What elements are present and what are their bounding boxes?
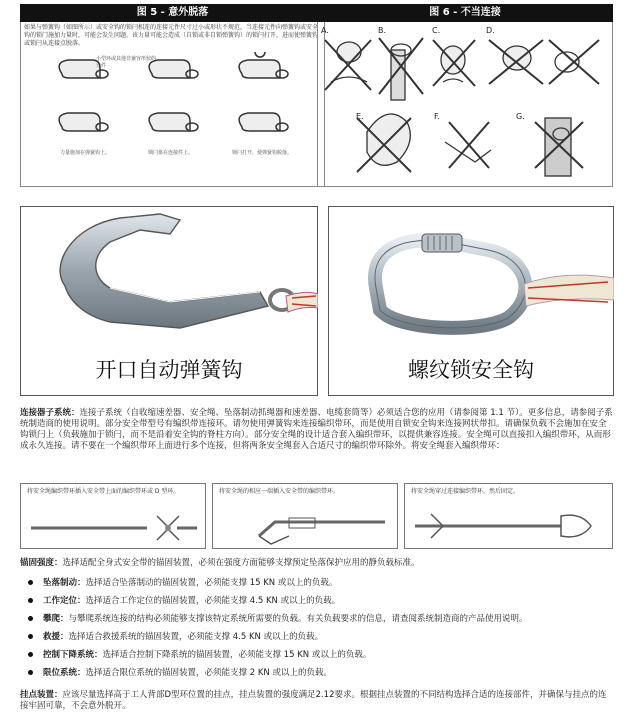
anchor-item-body: 选择适合限位系统的锚固装置，必须能支撑 2 KN 或以上的负载。 [85,668,332,678]
figure-5-label-3: 锁闩打开，使弹簧钩脱落。 [232,150,293,156]
step-3-diagram [411,506,607,546]
anchor-item-body: 与攀爬系统连接的结构必须能够支撑该特定系统所需要的负载。有关负载要求的信息，请查阅系统制造商的产品使用说明。 [68,614,528,624]
step-box-1 [20,483,206,549]
improper-connection-c [433,40,475,86]
bullet-icon [28,580,33,585]
step-1-text: 将安全绳编织带环插入安全带上面的编织带环或 D 型环。 [27,488,180,495]
figure-6-title: 图 6 - 不当连接 [317,4,613,22]
step-1-diagram [27,510,199,544]
improper-connection-a [325,40,371,90]
improper-connection-b [379,38,423,100]
bullet-icon [28,598,33,603]
step-2-diagram [219,506,391,546]
anchor-item-term: 工作定位： [43,596,86,606]
hook-drawing-6 [239,113,288,131]
bullet-icon [28,670,33,675]
bullet-icon [28,616,33,621]
anchor-item-controlled-descent [28,650,613,661]
fig6-letter-g: G. [516,112,525,121]
fig6-letter-e: E. [356,112,364,121]
hook-drawing-4 [59,113,108,131]
anchor-item-fall-arrest [28,578,613,589]
bullet-icon [28,652,33,657]
figure-5-title: 图 5 - 意外脱落 [20,4,325,22]
bullet-icon [28,634,33,639]
screw-lock-caption: 螺纹锁安全钩 [408,358,534,382]
anchor-item-body: 选择适合坠落制动的锚固装置，必须能支撑 15 KN 或以上的负载。 [85,578,338,588]
snap-hook-illustration [20,206,318,346]
connector-subsystem-term: 连接器子系统： [20,408,80,418]
screw-lock-illustration [328,206,614,346]
improper-connection-g [535,118,583,176]
anchor-item-term: 控制下降系统： [43,650,103,660]
fig6-letter-f: F. [434,112,440,121]
figure-5-label-1: 力量施加在弹簧钩上。 [60,150,111,156]
anchor-strength-paragraph [20,558,613,569]
anchor-strength-body: 选择适配全身式安全带的锚固装置，必须在强度方面能够支撑预定坠落保护应用的静负载标准。 [62,558,420,568]
hanging-point-term: 挂点装置： [20,690,63,700]
anchor-item-term: 救援： [43,632,69,642]
hook-drawing-5 [149,113,198,131]
connector-subsystem-paragraph [20,408,613,452]
anchor-item-body: 选择适合工作定位的锚固装置，必须能支撑 4.5 KN 或以上的负载。 [85,596,341,606]
fig6-letter-d: D. [486,26,495,35]
figure-5-caption: 如果与弹簧钩（如图所示）或安全钩的锁闩相连的连接元件尺寸过小或形状不规范，当连接元件向弹簧钩或安全钩的锁门施加力量时，可能会发生问题。该力量可能会造成（自锁或非自锁弹簧钩）的锁闩打开，进而使弹簧钩或锁闩从连接点脱落。 [24,24,319,47]
hook-drawing-3 [239,52,288,78]
anchor-item-climbing [28,614,613,625]
anchor-item-body: 选择适合控制下降系统的锚固装置，必须能支撑 15 KN 或以上的负载。 [102,650,372,660]
fig6-letter-a: A. [321,26,329,35]
snap-hook-caption: 开口自动弹簧钩 [95,358,243,382]
connector-subsystem-body: 连接子系统（自收缩速差器、安全绳、坠落制动抓绳器和速差器、电缆套筒等）必须适合您的应用（请参阅第 1.1 节）。更多信息，请参阅子系统制造商的使用说明。部分安全带型号有编织带连接环。请勿使用弹簧钩来连接编织带环，而是使用自锁安全钩来连接网状带扣。请确保负载不会施加在安全钩锁闩上（负载施加于锁闩，而不是沿着安全钩的脊柱方向）。部分安全绳的设计适合套入编织带环，以提供兼容连接。安全绳可以直接扣入编织带环，从而形成永久连接。请不要在一个编织带环上面进行多个连接，但将两条安全绳套入合适尺寸的编织带环除外。将安全绳套入编织带环： [20,408,613,451]
anchor-item-restraint [28,668,613,679]
anchor-item-term: 限位系统： [43,668,86,678]
improper-connection-e [357,114,411,172]
anchor-item-work-positioning [28,596,613,607]
anchor-item-rescue [28,632,613,643]
anchor-strength-term: 锚固强度： [20,558,63,568]
anchor-item-term: 攀爬： [43,614,69,624]
step-3-text: 将安全绳穿过连接编织带环，然后固定。 [411,488,520,495]
hook-drawing-2 [149,60,198,78]
fig6-letter-b: B. [378,26,387,35]
step-box-2 [212,483,398,549]
fig6-letter-c: C. [432,26,441,35]
hanging-point-paragraph [20,690,613,712]
anchor-item-body: 选择适合救援系统的锚固装置，必须能支撑 4.5 KN 或以上的负载。 [68,632,324,642]
figure-6-illustrations [317,22,613,187]
figure-5-label-2: 锁闩靠在连接件上。 [148,150,194,156]
anchor-item-term: 坠落制动： [43,578,86,588]
hanging-point-body: 应该尽量选择高于工人背部D型环位置的挂点，挂点装置的强度满足2.12要求。根据挂点装置的不同结构选择合适的连接部件，并确保与挂点的连接牢固可靠，不会意外脱开。 [20,690,607,711]
improper-connection-f [445,122,491,168]
improper-connection-d [489,40,599,84]
step-box-3 [404,483,613,549]
small-ring-label: 小型环或其他非兼容形状的元件 [96,56,157,69]
step-2-text: 将安全绳的相应一端插入安全带的编织带环。 [219,488,340,495]
